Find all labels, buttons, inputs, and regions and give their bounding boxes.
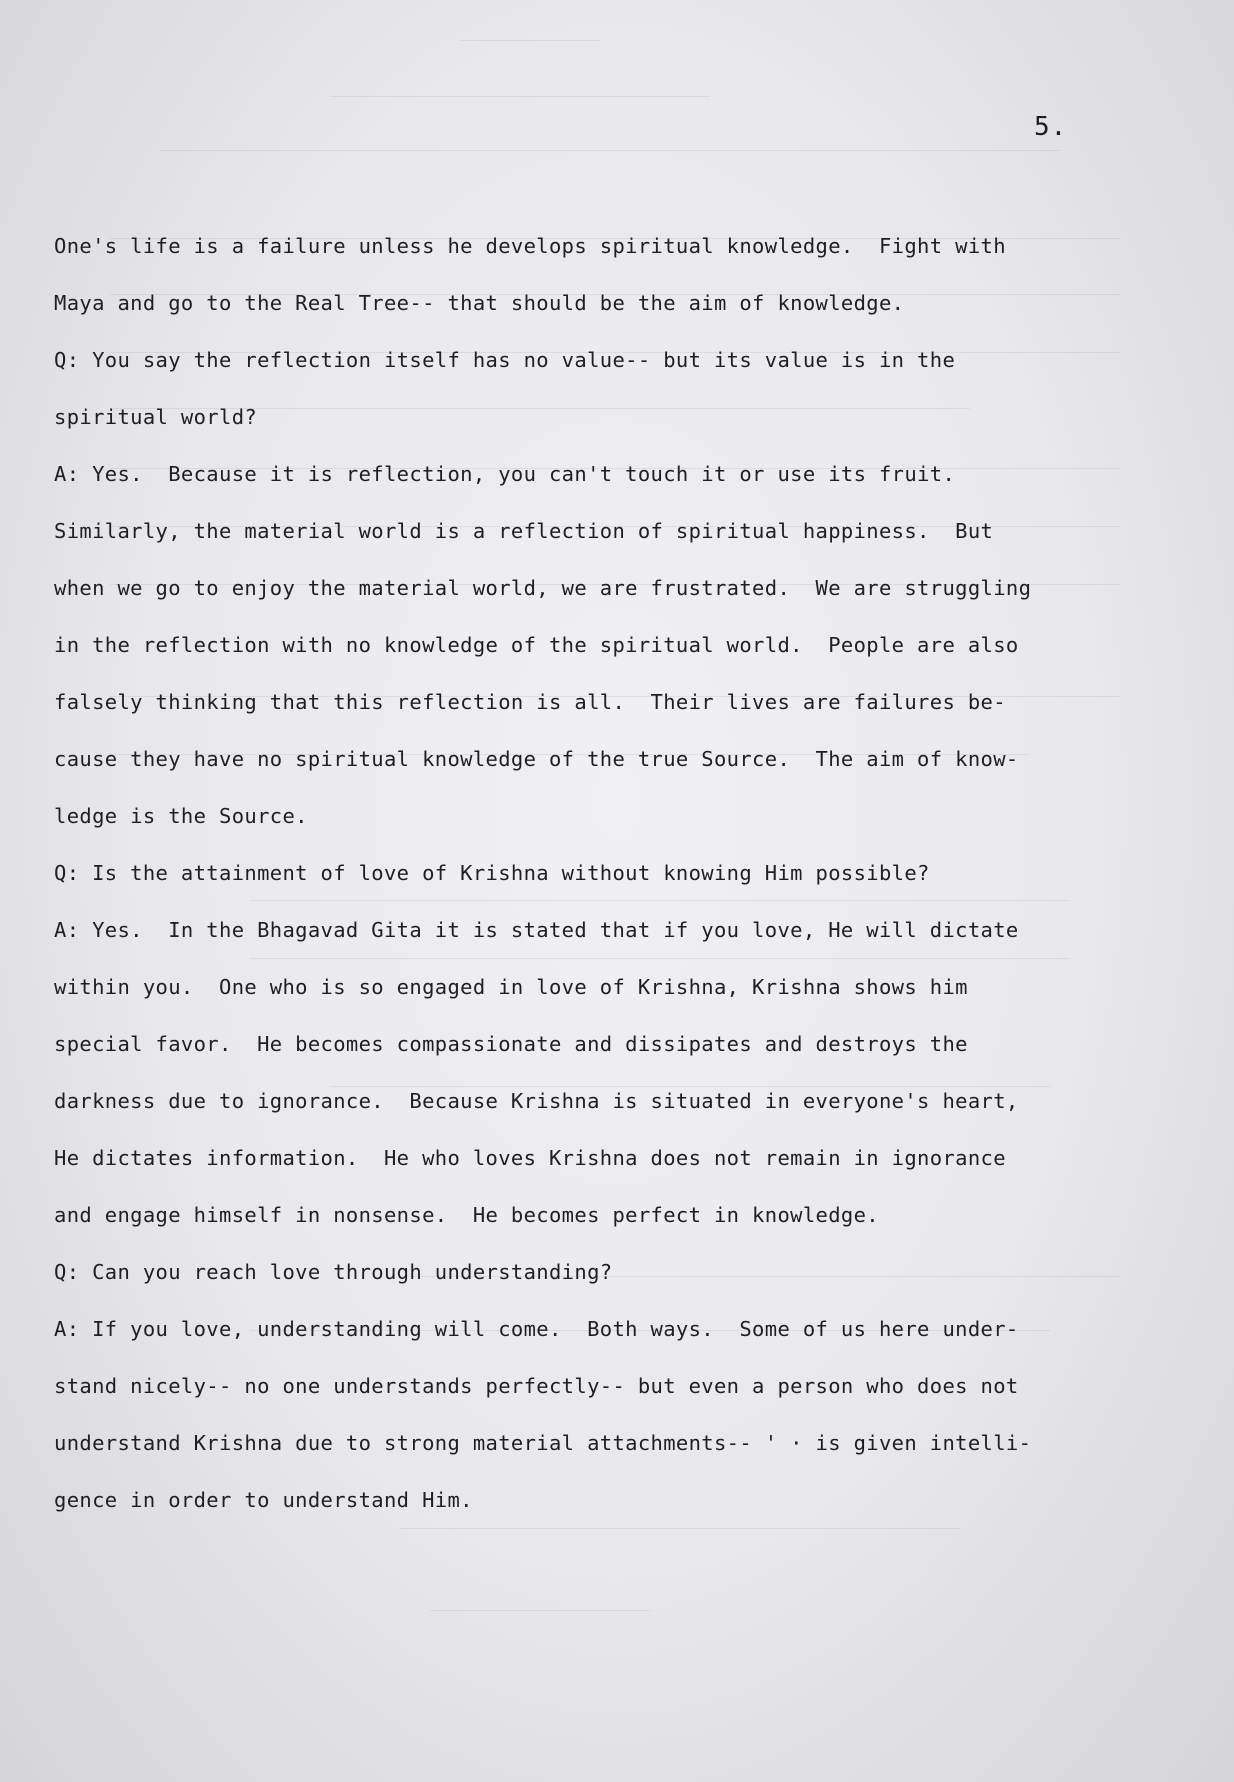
question-line: Q: Is the attainment of love of Krishna without knowing Him possible?	[54, 861, 930, 885]
show-through-mark	[430, 1610, 650, 1611]
text-line: ledge is the Source.	[54, 804, 308, 828]
text-line: Similarly, the material world is a reflection of spiritual happiness. But	[54, 519, 994, 543]
answer-line: A: Yes. In the Bhagavad Gita it is stated that if you love, He will dictate	[54, 918, 1019, 942]
show-through-mark	[460, 40, 600, 41]
text-line: One's life is a failure unless he develops spiritual knowledge. Fight with	[54, 234, 1006, 258]
show-through-mark	[160, 150, 1060, 151]
text-line: in the reflection with no knowledge of the spiritual world. People are also	[54, 633, 1019, 657]
text-line: stand nicely-- no one understands perfectly-- but even a person who does not	[54, 1374, 1019, 1398]
question-line: Q: Can you reach love through understanding?	[54, 1260, 613, 1284]
text-line: Maya and go to the Real Tree-- that should be the aim of knowledge.	[54, 291, 905, 315]
answer-line: A: If you love, understanding will come. Both ways. Some of us here under-	[54, 1317, 1019, 1341]
answer-line: A: Yes. Because it is reflection, you can't touch it or use its fruit.	[54, 462, 956, 486]
body-text	[54, 218, 1178, 1529]
text-line: falsely thinking that this reflection is all. Their lives are failures be-	[54, 690, 1006, 714]
page-number: 5.	[1034, 112, 1068, 142]
text-line: understand Krishna due to strong material attachments-- ' · is given intelli-	[54, 1431, 1032, 1455]
question-line: Q: You say the reflection itself has no value-- but its value is in the	[54, 348, 956, 372]
text-line: He dictates information. He who loves Krishna does not remain in ignorance	[54, 1146, 1006, 1170]
text-line: darkness due to ignorance. Because Krishna is situated in everyone's heart,	[54, 1089, 1019, 1113]
text-line: spiritual world?	[54, 405, 258, 429]
show-through-mark	[330, 96, 710, 97]
text-line: gence in order to understand Him.	[54, 1488, 473, 1512]
text-line: when we go to enjoy the material world, we are frustrated. We are struggling	[54, 576, 1032, 600]
text-line: within you. One who is so engaged in love of Krishna, Krishna shows him	[54, 975, 968, 999]
text-line: and engage himself in nonsense. He becomes perfect in knowledge.	[54, 1203, 879, 1227]
text-line: special favor. He becomes compassionate and dissipates and destroys the	[54, 1032, 968, 1056]
text-line: cause they have no spiritual knowledge of the true Source. The aim of know-	[54, 747, 1019, 771]
